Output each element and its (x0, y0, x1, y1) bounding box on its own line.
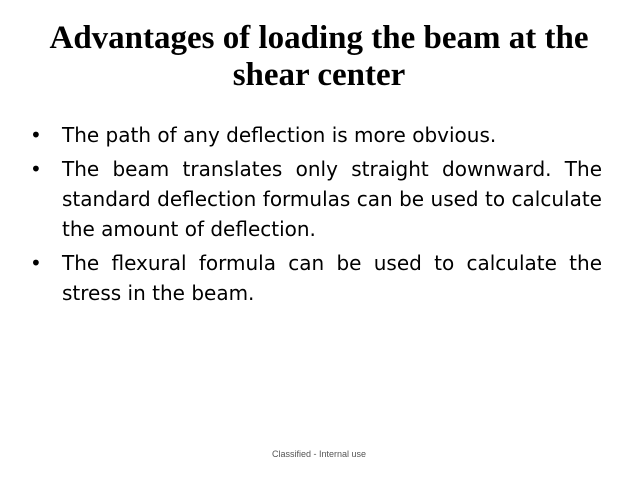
bullet-text: The beam translates only straight downward. The standard deflection formulas can be used to calculate the amount of deflection. (62, 157, 602, 241)
bullet-text: The path of any deflection is more obvious. (62, 123, 497, 147)
bullet-item (30, 120, 602, 150)
bullet-icon: • (30, 123, 42, 147)
bullet-list (30, 120, 602, 312)
footer-classification: Classified - Internal use (271, 449, 367, 459)
bullet-item (30, 248, 602, 308)
bullet-text: The flexural formula can be used to calculate the stress in the beam. (62, 251, 602, 305)
slide-title: Advantages of loading the beam at the shear center (49, 20, 589, 93)
bullet-icon: • (30, 157, 42, 181)
bullet-icon: • (30, 251, 42, 275)
bullet-item (30, 154, 602, 244)
